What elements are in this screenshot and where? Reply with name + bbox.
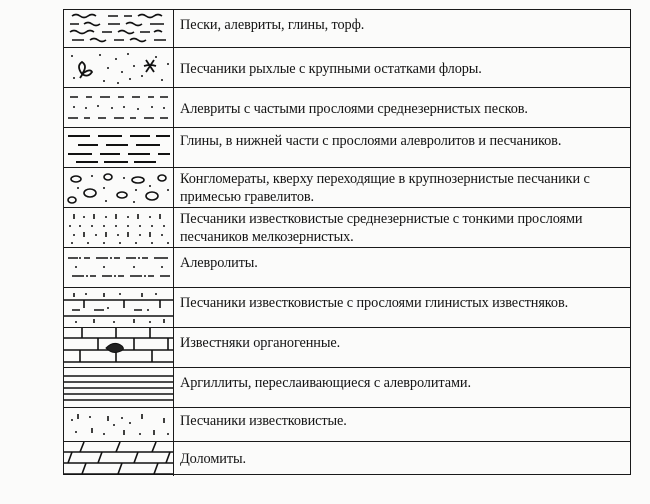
legend-row-label: Песчаники известковистые с прослоями глинистых известняков. [180, 295, 569, 311]
loose-sandstone-flora-pattern [64, 48, 174, 87]
legend-row-label: Песчаники известковистые. [180, 413, 347, 429]
legend-row [64, 10, 630, 48]
sand-silt-clay-peat-pattern [64, 10, 174, 47]
legend-row-label: Пески, алевриты, глины, торф. [180, 17, 365, 33]
legend-row-label: Известняки органогенные. [180, 335, 341, 351]
dolomite-pattern [64, 442, 174, 476]
legend-row [64, 442, 630, 476]
conglomerate-pattern [64, 168, 174, 207]
lithology-legend-table [63, 9, 631, 475]
legend-row-label: Песчаники рыхлые с крупными остатками флоры. [180, 61, 482, 77]
legend-row [64, 168, 630, 208]
legend-row [64, 128, 630, 168]
legend-row-label: Алевролиты. [180, 255, 258, 271]
shell-fossil-icon [106, 343, 123, 352]
calcareous-sandstone-clay-limestone-pattern [64, 288, 174, 327]
leaf-fossil-icon [79, 60, 156, 78]
legend-row [64, 88, 630, 128]
legend-row [64, 288, 630, 328]
legend-row [64, 248, 630, 288]
legend-row [64, 208, 630, 248]
siltstone-pattern [64, 248, 174, 287]
legend-row-label: Алевриты с частыми прослоями среднезернистых песков. [180, 101, 528, 117]
legend-row-label: Конгломераты, кверху переходящие в крупнозернистые песчаники с примесью гравелитов. [180, 171, 590, 205]
legend-row [64, 48, 630, 88]
legend-row-label: Песчаники известковистые среднезернистые с тонкими прослоями песчаников мелкозернистых. [180, 211, 583, 245]
silt-with-sand-layers-pattern [64, 88, 174, 127]
calcareous-sandstone-pattern [64, 408, 174, 441]
legend-row [64, 408, 630, 442]
clay-pattern [64, 128, 174, 167]
organogenic-limestone-pattern [64, 328, 174, 367]
legend-row-label: Доломиты. [180, 451, 246, 467]
argillite-pattern [64, 368, 174, 407]
calcareous-sandstone-fine-layers-pattern [64, 208, 174, 247]
legend-row-label: Аргиллиты, переслаивающиеся с алевролитами. [180, 375, 471, 391]
legend-row [64, 368, 630, 408]
legend-row [64, 328, 630, 368]
legend-row-label: Глины, в нижней части с прослоями алевролитов и песчаников. [180, 133, 562, 149]
